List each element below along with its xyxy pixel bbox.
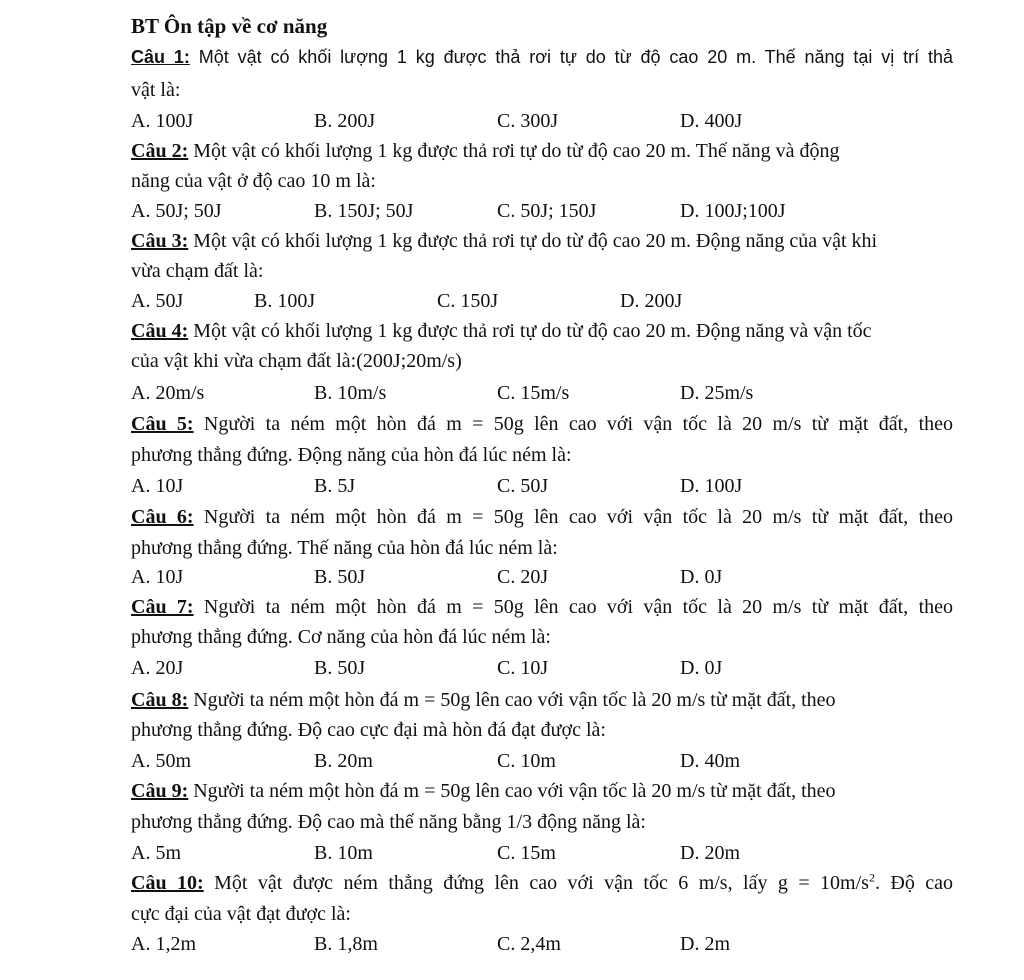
- question-8-option-b[interactable]: B. 20m: [314, 750, 373, 772]
- question-1-line1: [131, 44, 953, 70]
- question-6-option-a[interactable]: A. 10J: [131, 566, 184, 588]
- question-3-option-b[interactable]: B. 100J: [254, 290, 316, 312]
- question-4-option-a[interactable]: A. 20m/s: [131, 382, 205, 404]
- question-10-option-a[interactable]: A. 1,2m: [131, 933, 196, 955]
- question-3-option-a[interactable]: A. 50J: [131, 290, 184, 312]
- question-8-text: Người ta ném một hòn đá m = 50g lên cao với vận tốc là 20 m/s từ mặt đất, theo: [188, 689, 836, 711]
- question-7-option-b[interactable]: B. 50J: [314, 657, 366, 679]
- question-2-label: Câu 2:: [131, 140, 189, 162]
- question-1-option-d[interactable]: D. 400J: [680, 110, 743, 132]
- question-2-line2: năng của vật ở độ cao 10 m là:: [131, 170, 376, 192]
- question-2-option-d[interactable]: D. 100J;100J: [680, 200, 786, 222]
- question-9-option-a[interactable]: A. 5m: [131, 842, 181, 864]
- question-3-line1: [131, 228, 877, 254]
- superscript-2: 2: [868, 870, 875, 885]
- question-8-option-d[interactable]: D. 40m: [680, 750, 740, 772]
- question-5-option-d[interactable]: D. 100J: [680, 475, 743, 497]
- question-9-option-d[interactable]: D. 20m: [680, 842, 740, 864]
- question-6-option-b[interactable]: B. 50J: [314, 566, 366, 588]
- question-10-line1: [131, 870, 953, 896]
- question-6-line1: [131, 504, 953, 530]
- question-4-line1: [131, 318, 872, 344]
- question-5-option-c[interactable]: C. 50J: [497, 475, 549, 497]
- question-2-option-b[interactable]: B. 150J; 50J: [314, 200, 414, 222]
- question-5-text: Người ta ném một hòn đá m = 50g lên cao với vận tốc là 20 m/s từ mặt đất, theo: [193, 413, 954, 435]
- question-4-label: Câu 4:: [131, 320, 189, 342]
- question-8-line2: phương thẳng đứng. Độ cao cực đại mà hòn đá đạt được là:: [131, 719, 606, 741]
- question-3-label: Câu 3:: [131, 230, 189, 252]
- question-3-text: Một vật có khối lượng 1 kg được thả rơi tự do từ độ cao 20 m. Động năng của vật khi: [188, 230, 878, 252]
- question-2-option-c[interactable]: C. 50J; 150J: [497, 200, 597, 222]
- question-3-option-d[interactable]: D. 200J: [620, 290, 683, 312]
- question-5-label: Câu 5:: [131, 413, 194, 435]
- question-5-option-b[interactable]: B. 5J: [314, 475, 356, 497]
- question-7-option-a[interactable]: A. 20J: [131, 657, 184, 679]
- question-1-option-b[interactable]: B. 200J: [314, 110, 376, 132]
- question-7-label: Câu 7:: [131, 596, 194, 618]
- question-10-option-b[interactable]: B. 1,8m: [314, 933, 378, 955]
- question-8-option-a[interactable]: A. 50m: [131, 750, 191, 772]
- question-10-text: Một vật được ném thẳng đứng lên cao với vận tốc 6 m/s, lấy $g = 10m/s^2$. Độ cao: [203, 870, 953, 894]
- question-9-option-c[interactable]: C. 15m: [497, 842, 556, 864]
- question-2-text: Một vật có khối lượng 1 kg được thả rơi tự do từ độ cao 20 m. Thế năng và động: [188, 140, 840, 162]
- question-9-label: Câu 9:: [131, 780, 189, 802]
- question-8-option-c[interactable]: C. 10m: [497, 750, 556, 772]
- question-1-option-c[interactable]: C. 300J: [497, 110, 559, 132]
- question-1-label: Câu 1:: [131, 47, 190, 67]
- question-10-option-c[interactable]: C. 2,4m: [497, 933, 561, 955]
- question-1-option-a[interactable]: A. 100J: [131, 110, 194, 132]
- question-7-line2: phương thẳng đứng. Cơ năng của hòn đá lúc ném là:: [131, 626, 551, 648]
- question-4-line2: của vật khi vừa chạm đất là:(200J;20m/s): [131, 350, 462, 372]
- question-2-option-a[interactable]: A. 50J; 50J: [131, 200, 222, 222]
- question-10-label: Câu 10:: [131, 872, 204, 894]
- question-1-text: Một vật có khối lượng 1 kg được thả rơi tự do từ độ cao 20 m. Thế năng tại vị trí thả: [189, 47, 953, 67]
- question-5-line2: phương thẳng đứng. Động năng của hòn đá lúc ném là:: [131, 444, 572, 466]
- question-9-line2: phương thẳng đứng. Độ cao mà thế năng bằng 1/3 động năng là:: [131, 811, 646, 833]
- question-8-line1: [131, 687, 836, 713]
- question-7-text: Người ta ném một hòn đá m = 50g lên cao với vận tốc là 20 m/s từ mặt đất, theo: [193, 596, 954, 618]
- question-9-line1: [131, 778, 836, 804]
- question-10-line2: cực đại của vật đạt được là:: [131, 903, 351, 925]
- question-9-text: Người ta ném một hòn đá m = 50g lên cao với vận tốc là 20 m/s từ mặt đất, theo: [188, 780, 836, 802]
- question-8-label: Câu 8:: [131, 689, 189, 711]
- question-6-label: Câu 6:: [131, 506, 194, 528]
- question-6-text: Người ta ném một hòn đá m = 50g lên cao với vận tốc là 20 m/s từ mặt đất, theo: [193, 506, 954, 528]
- question-6-option-c[interactable]: C. 20J: [497, 566, 549, 588]
- worksheet-title: BT Ôn tập về cơ năng: [131, 14, 328, 38]
- question-7-option-c[interactable]: C. 10J: [497, 657, 549, 679]
- question-5-line1: [131, 411, 953, 437]
- question-3-option-c[interactable]: C. 150J: [437, 290, 499, 312]
- question-4-text: Một vật có khối lượng 1 kg được thả rơi tự do từ độ cao 20 m. Động năng và vận tốc: [188, 320, 872, 342]
- question-10-option-d[interactable]: D. 2m: [680, 933, 730, 955]
- question-4-option-d[interactable]: D. 25m/s: [680, 382, 754, 404]
- question-9-option-b[interactable]: B. 10m: [314, 842, 373, 864]
- question-4-option-c[interactable]: C. 15m/s: [497, 382, 570, 404]
- question-7-line1: [131, 594, 953, 620]
- question-2-line1: [131, 138, 840, 164]
- question-1-line2: vật là:: [131, 79, 181, 101]
- question-3-line2: vừa chạm đất là:: [131, 260, 264, 282]
- question-5-option-a[interactable]: A. 10J: [131, 475, 184, 497]
- question-6-line2: phương thẳng đứng. Thế năng của hòn đá lúc ném là:: [131, 537, 558, 559]
- question-7-option-d[interactable]: D. 0J: [680, 657, 723, 679]
- question-6-option-d[interactable]: D. 0J: [680, 566, 723, 588]
- question-4-option-b[interactable]: B. 10m/s: [314, 382, 387, 404]
